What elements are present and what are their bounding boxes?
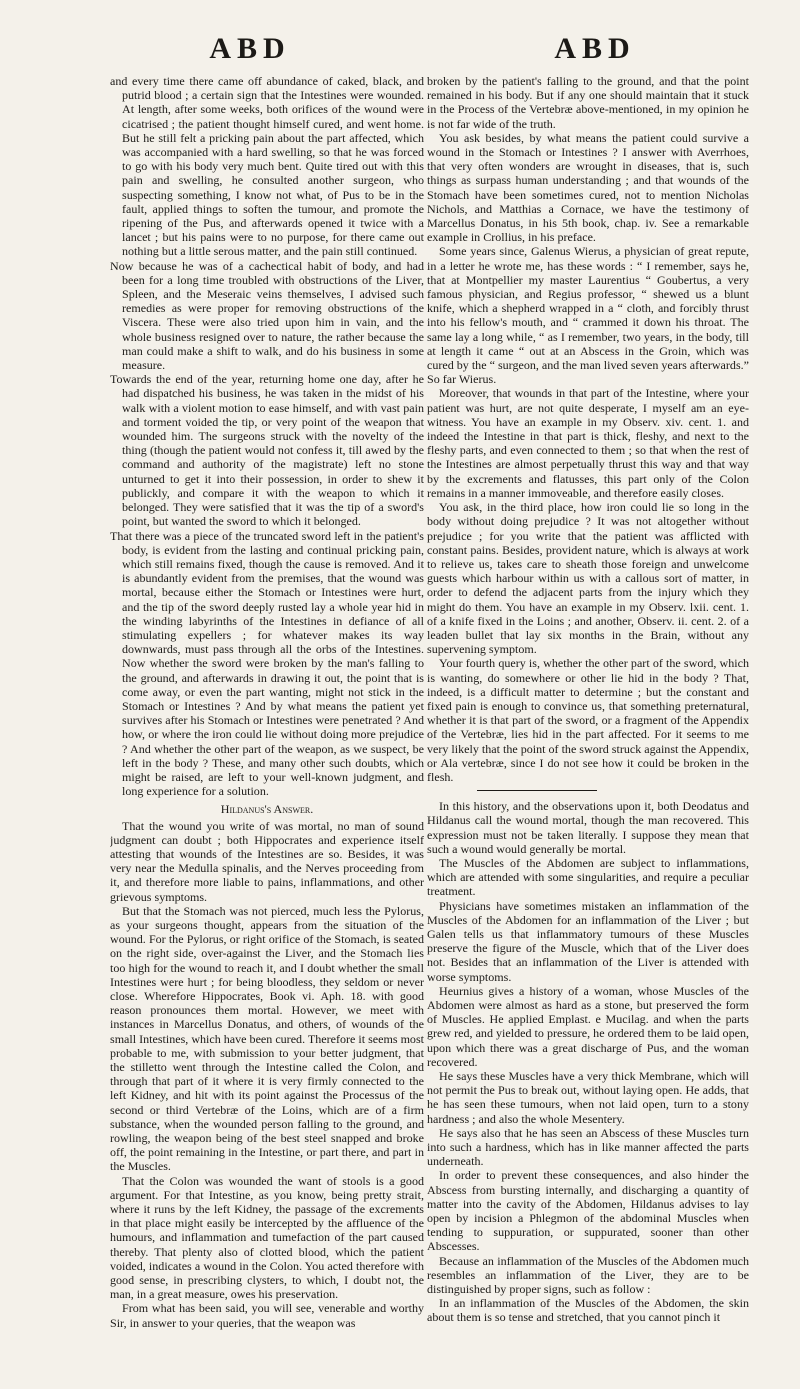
section-rule	[477, 790, 597, 791]
left-paragraph: From what has been said, you will see, venerable and worthy Sir, in answer to your queries, that the weapon was	[110, 1301, 424, 1330]
right-paragraph: Some years since, Galenus Wierus, a physician of great repute, in a letter he wrote me, has these words : “ I remember, says he, that at Montpellier my master Laurentius “ Goubertus, a very famous physician, and Regius professor, “ shewed us a blunt knife, which a shepherd wrapped in a “ cloth, and forcibly thrust into his fellow's mouth, and “ crammed it down his throat. The same lay a long while, “ as I remember, two years, in the body, till at length it came “ out at an Abscess in the Groin, which was cured by the “ surgeon, and the man lived seven years afterwards.” So far Wierus.	[427, 244, 749, 387]
right-paragraph: He says also that he has seen an Abscess of these Muscles turn into such a hardness, which has in like manner affected the parts underneath.	[427, 1125, 749, 1169]
text-column-right	[427, 74, 749, 1374]
left-paragraph: That there was a piece of the truncated sword left in the patient's body, is evident from the lasting and continual pricking pain, which still remains fixed, though the cause is removed. And it is abundantly evident from the premises, that the wound was mortal, because either the Stomach or Intestines were hurt, and the tip of the sword deeply rusted lay a whole year hid in the winding labyrinths of the Intestines in defiance of all stimulating expellers ; for whatever makes its way downwards, must pass through all the orbs of the Intestines. Now whether the sword were broken by the man's falling to the ground, and afterwards in drawing it out, the point that is come away, or even the part wanting, might not stick in the Stomach or Intestines ? And by what means the patient yet survives after his Stomach or Intestines were penetrated ? And how, or where the iron could lie without doing more prejudice ? And whether the other part of the weapon, as we suspect, be left in the body ? These, and many other such doubts, which might be raised, are left to your well-known judgment, and long experience for a solution.	[110, 528, 424, 799]
right-paragraph: Your fourth query is, whether the other part of the sword, which is wanting, do somewhere or other lie hid in the body ? That, indeed, is a difficult matter to determine ; but the constant and fixed pain is enough to convince us, that something preternatural, whether it is that part of the sword, or a fragment of the Appendix of the Vertebræ, lies hid in the part affected. For it seems to me very likely that the point of the sword struck against the Appendix, or Ala vertebræ, since I do not see how it could be broken in the flesh.	[427, 656, 749, 784]
left-paragraph: Towards the end of the year, returning home one day, after he had dispatched his business, he was taken in the midst of his walk with a violent motion to ease himself, and with vast pain and torment voided the tip, or very point of the weapon that wounded him. The surgeons struck with the novelty of the thing (though the patient would not confess it, till awed by the command and authority of the magistrate) left no stone unturned to get it into their possession, in order to shew it publickly, and compare it with the weapon to which it belonged. They were satisfied that it was the tip of a sword's point, but wanted the sword to which it belonged.	[110, 372, 424, 529]
right-paragraph: broken by the patient's falling to the ground, and that the point remained in his body. But if any one should maintain that it stuck in the Process of the Vertebræ above-mentioned, in my opinion he is not far wide of the truth.	[427, 74, 749, 131]
right-paragraph: Physicians have sometimes mistaken an inflammation of the Muscles of the Abdomen for an inflammation of the Liver ; but Galen tells us that inflammatory tumours of these Muscles preserve the figure of the Muscle, which that of the Liver does not. Besides that an inflammation of the Liver is attended with worse symptoms.	[427, 898, 749, 984]
right-paragraph: He says these Muscles have a very thick Membrane, which will not permit the Pus to break out, without laying open. He adds, that he has seen these tumours, when not laid open, turn to a stony hardness ; and also the whole Mesentery.	[427, 1069, 749, 1126]
right-paragraph: Heurnius gives a history of a woman, whose Muscles of the Abdomen were almost as hard as a stone, but preserved the form of Muscles. He applied Emplast. e Mucilag. and when the parts grew red, and yielded to pressure, he ordered them to be laid open, upon which there was a great discharge of Pus, and the woman recovered.	[427, 983, 749, 1069]
right-paragraph: In this history, and the observations upon it, both Deodatus and Hildanus call the wound mortal, though the man recovered. This expression must not be taken literally. I suppose they mean that such a wound would generally be mortal.	[427, 799, 749, 856]
running-head-left: ABD	[209, 32, 291, 65]
left-paragraph: That the wound you write of was mortal, no man of sound judgment can doubt ; both Hippocrates and experience itself attesting that wounds of the Intestines are so. Besides, it was very near the Medulla spinalis, and the Nerves proceeding from it, and therefore more liable to pains, inflammations, and other grievous symptoms.	[110, 818, 424, 904]
right-paragraph: Because an inflammation of the Muscles of the Abdomen much resembles an inflammation of the Liver, they are to be distinguished by proper signs, such as follow :	[427, 1253, 749, 1297]
text-column-left	[110, 74, 424, 1374]
right-paragraph: Moreover, that wounds in that part of the Intestine, where your patient was hurt, are not quite desperate, I myself am an eye-witness. You have an example in my Observ. xiv. cent. 1. and indeed the Intestine in that part is thick, fleshy, and next to the fleshy parts, and even connected to them ; so that when the rest of the Intestines are almost perpetually thrust this way and that way by the excrements and flatusses, this part only of the Colon remains in a manner immoveable, and therefore easily closes.	[427, 386, 749, 500]
left-paragraph: Now because he was of a cachectical habit of body, and had been for a long time troubled with obstructions of the Liver, Spleen, and the Meseraic veins themselves, I advised such remedies as were proper for removing obstructions of the Viscera. These were also tried upon him in vain, and the whole business resigned over to nature, the rather because the man could make a shift to walk, and do his business in some measure.	[110, 258, 424, 373]
right-paragraph: You ask besides, by what means the patient could survive a wound in the Stomach or Intestines ? I answer with Averrhoes, that very often wonders are wrought in diseases, that is, such things as surpass human understanding ; and that wounds of the Stomach have been sometimes cured, not to mention Nicholas Nichols, and Matthias a Cornace, we have the testimony of Marcellus Donatus, in his 5th book, chap. iv. See a remarkable example in Crollius, in his preface.	[427, 130, 749, 245]
left-paragraph: and every time there came off abundance of caked, black, and putrid blood ; a certain sign that the Intestines were wounded. At length, after some weeks, both orifices of the wound were cicatrised ; the patient thought himself cured, and went home. But he still felt a pricking pain about the part affected, which was accompanied with a hard swelling, so that he was forced to go with his body very much bent. Quite tired out with this pain and swelling, he consulted another surgeon, who suspecting something, I know not what, of Pus to be in the fault, applied things to soften the tumour, and promote the ripening of the Pus, and afterwards opened it twice with a lancet ; but his pains were to no purpose, for there came out nothing but a little serous matter, and the pain still continued.	[110, 74, 424, 259]
right-paragraph: You ask, in the third place, how iron could lie so long in the body without doing prejudice ? It was not altogether without prejudice ; for you write that the patient was afflicted with constant pains. Besides, provident nature, which is always at work to relieve us, takes care to sheath those foreign and unwelcome guests which harbour within us with a callous sort of matter, in order to defend the adjacent parts from the injury which they might do them. You have an example in my Observ. lxii. cent. 1. of a knife fixed in the Loins ; and another, Observ. ii. cent. 2. of a leaden bullet that lay six months in the Brain, without any supervening symptom.	[427, 500, 749, 657]
section-heading: Hildanus's Answer.	[220, 802, 314, 817]
right-paragraph: In order to prevent these consequences, and also hinder the Abscess from bursting internally, and discharging a quantity of matter into the cavity of the Abdomen, Hildanus advises to lay open by incision a Phlegmon of the abdominal Muscles when tending to suppuration, or suppurated, sooner than other Abscesses.	[427, 1168, 749, 1254]
right-paragraph: In an inflammation of the Muscles of the Abdomen, the skin about them is so tense and stretched, that you cannot pinch it	[427, 1296, 749, 1325]
left-paragraph: But that the Stomach was not pierced, much less the Pylorus, as your surgeons thought, appears from the situation of the wound. For the Pylorus, or right orifice of the Stomach, is seated on the right side, over-against the Liver, and the Stomach lies too high for the wound to reach it, and I doubt whether the small Intestines were hurt ; for being bloodless, they seldom or never close. Wherefore Hippocrates, Book vi. Aph. 18. with good reason pronounces them mortal. However, we meet with instances in Marcellus Donatus, and others, of wounds of the small Intestines, which have been cured. Therefore it seems most probable to me, with submission to your better judgment, that the stilletto went through the Intestine called the Colon, and through that part of it where it is very firmly connected to the left Kidney, and hit with its point against the Processus of the second or third Vertebræ of the Loins, which are of a firm substance, when the wounded person falling to the ground, and rowling, the weapon being of the best steel snapped and broke off, the point remaining in the Intestine, or part there, and part in the Muscles.	[110, 903, 424, 1174]
left-paragraph: That the Colon was wounded the want of stools is a good argument. For that Intestine, as you know, being pretty strait, where it runs by the left Kidney, the passage of the excrements in that place might easily be intercepted by the affluence of the humours, and inflammation and tumefaction of the part caused thereby. That plenty also of clotted blood, which the patient voided, indicates a wound in the Colon. You acted therefore with good sense, in prescribing clysters, to which, I doubt not, the man, in a great measure, owes his preservation.	[110, 1173, 424, 1302]
running-head-right: ABD	[554, 32, 636, 65]
right-paragraph: The Muscles of the Abdomen are subject to inflammations, which are attended with some singularities, and require a peculiar treatment.	[427, 855, 749, 899]
